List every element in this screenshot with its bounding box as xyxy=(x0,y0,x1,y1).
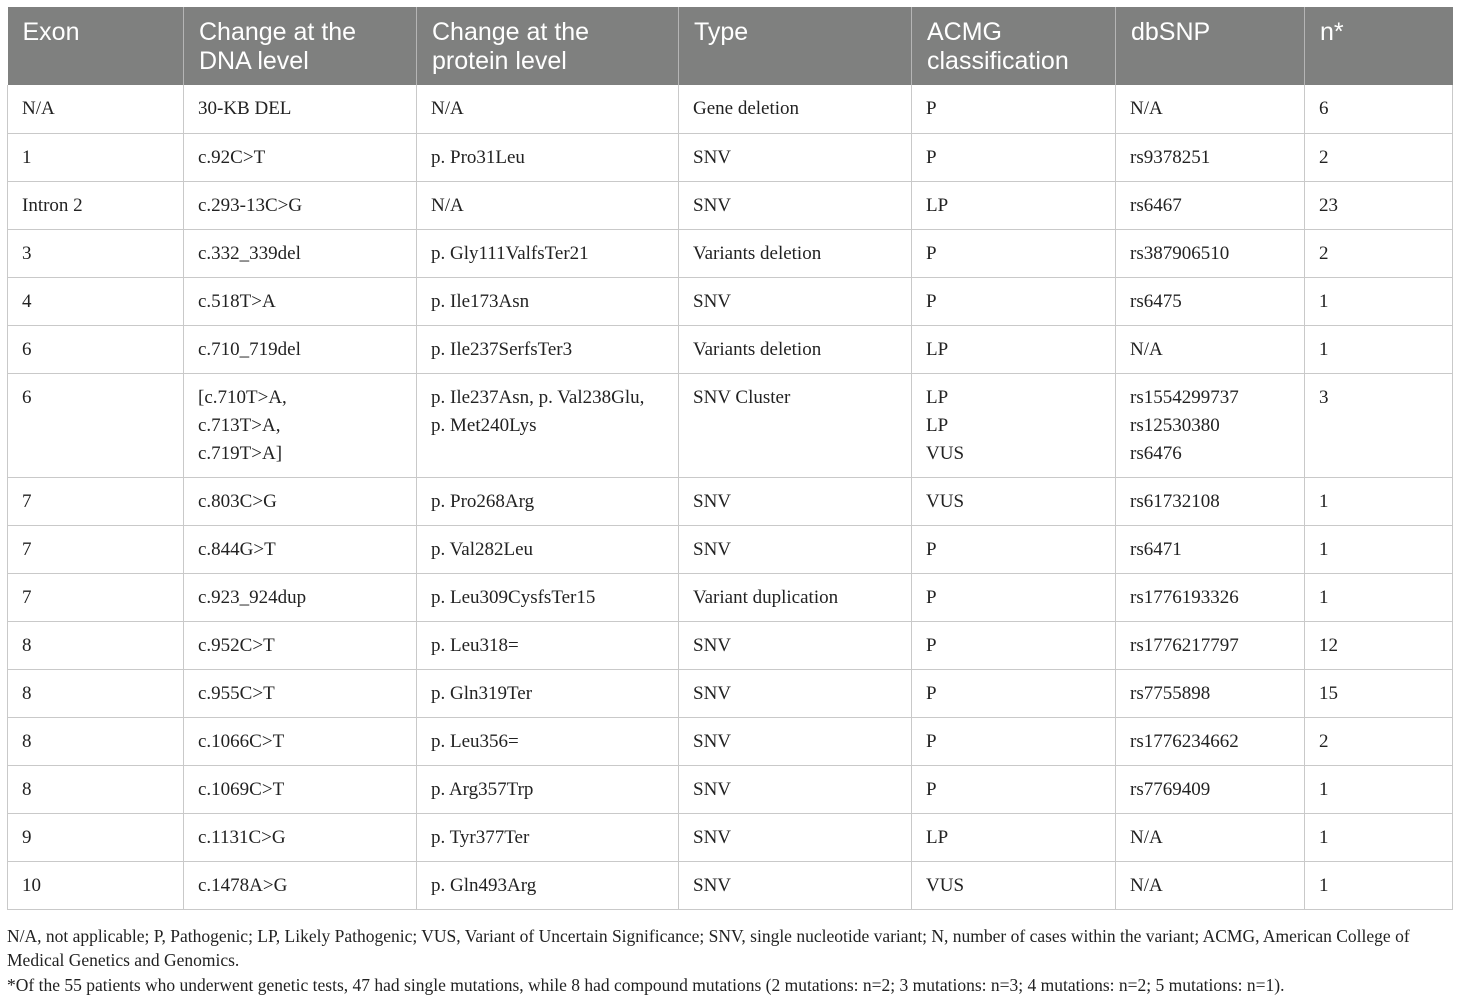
cell-protein-line: p. Met240Lys xyxy=(431,414,537,436)
cell-exon: 7 xyxy=(8,477,184,525)
cell-type: SNV xyxy=(679,765,912,813)
cell-protein: p. Arg357Trp xyxy=(417,765,679,813)
cell-type: SNV xyxy=(679,477,912,525)
cell-acmg: P xyxy=(912,669,1116,717)
cell-dna: c.1131C>G xyxy=(184,813,417,861)
table-row xyxy=(8,229,1453,277)
cell-acmg: P xyxy=(912,229,1116,277)
cell-dna: c.1069C>T xyxy=(184,765,417,813)
header-dna-change xyxy=(184,7,417,85)
cell-exon: 3 xyxy=(8,229,184,277)
cell-exon: 7 xyxy=(8,573,184,621)
cell-protein: p. Leu318= xyxy=(417,621,679,669)
cell-acmg: P xyxy=(912,525,1116,573)
table-row xyxy=(8,573,1453,621)
header-dna-change-line-1: Change at the xyxy=(199,18,357,46)
table-row xyxy=(8,477,1453,525)
cell-n: 3 xyxy=(1305,373,1453,477)
header-acmg-line-2: classification xyxy=(927,47,1069,75)
cell-acmg: LP xyxy=(912,813,1116,861)
header-acmg-line-1: ACMG xyxy=(927,18,1002,46)
abbreviations-footnote: N/A, not applicable; P, Pathogenic; LP, Likely Pathogenic; VUS, Variant of Uncertain Significance; SNV, single nucleotide variant; N, number of cases within the variant; ACMG, American College of Medical Genetics and Genomics. xyxy=(7,926,1410,970)
cell-dna: c.923_924dup xyxy=(184,573,417,621)
cell-acmg: P xyxy=(912,573,1116,621)
table-row xyxy=(8,133,1453,181)
cell-type: Variants deletion xyxy=(679,229,912,277)
cell-type: Variants deletion xyxy=(679,325,912,373)
cell-dbsnp: rs1776193326 xyxy=(1116,573,1305,621)
table-row xyxy=(8,765,1453,813)
header-protein-change-line-1: Change at the xyxy=(432,18,590,46)
cell-type: SNV xyxy=(679,669,912,717)
header-acmg xyxy=(912,7,1116,85)
cell-type: SNV xyxy=(679,525,912,573)
header-dbsnp: dbSNP xyxy=(1116,7,1305,85)
cell-protein: N/A xyxy=(417,181,679,229)
table-row xyxy=(8,277,1453,325)
cell-acmg-line: LP xyxy=(926,414,949,436)
cell-dbsnp: rs1776234662 xyxy=(1116,717,1305,765)
cell-type: SNV xyxy=(679,717,912,765)
cell-dna-line: c.719T>A] xyxy=(198,442,283,464)
cell-acmg-line: VUS xyxy=(926,442,965,464)
table-row xyxy=(8,85,1453,133)
table-row xyxy=(8,373,1453,477)
cell-dbsnp: rs6471 xyxy=(1116,525,1305,573)
table-row xyxy=(8,669,1453,717)
cell-acmg: VUS xyxy=(912,477,1116,525)
table-row xyxy=(8,181,1453,229)
cell-dna: 30-KB DEL xyxy=(184,85,417,133)
cell-exon: 1 xyxy=(8,133,184,181)
cell-n: 1 xyxy=(1305,477,1453,525)
cell-n: 1 xyxy=(1305,525,1453,573)
table-row xyxy=(8,813,1453,861)
cell-dna xyxy=(184,373,417,477)
cell-dbsnp: rs1776217797 xyxy=(1116,621,1305,669)
cell-n: 1 xyxy=(1305,325,1453,373)
header-type: Type xyxy=(679,7,912,85)
cell-protein: p. Gln319Ter xyxy=(417,669,679,717)
cell-n: 1 xyxy=(1305,277,1453,325)
cell-protein: p. Gly111ValfsTer21 xyxy=(417,229,679,277)
header-protein-change xyxy=(417,7,679,85)
cell-dbsnp: rs7769409 xyxy=(1116,765,1305,813)
cell-dbsnp: N/A xyxy=(1116,813,1305,861)
cell-type: SNV xyxy=(679,813,912,861)
header-n: n* xyxy=(1305,7,1453,85)
cell-acmg: P xyxy=(912,717,1116,765)
cell-acmg: P xyxy=(912,85,1116,133)
cell-n: 1 xyxy=(1305,573,1453,621)
cell-dbsnp: N/A xyxy=(1116,85,1305,133)
cell-dbsnp: rs9378251 xyxy=(1116,133,1305,181)
cell-dna-line: [c.710T>A, xyxy=(198,386,287,408)
cell-acmg: P xyxy=(912,765,1116,813)
cell-dna: c.844G>T xyxy=(184,525,417,573)
cell-protein xyxy=(417,373,679,477)
cell-protein: p. Pro31Leu xyxy=(417,133,679,181)
cell-acmg: LP xyxy=(912,325,1116,373)
cell-dna: c.332_339del xyxy=(184,229,417,277)
cell-acmg: P xyxy=(912,621,1116,669)
cell-type: SNV xyxy=(679,277,912,325)
cell-exon: N/A xyxy=(8,85,184,133)
header-row xyxy=(8,7,1453,85)
header-dna-change-line-2: DNA level xyxy=(199,47,309,75)
variants-table xyxy=(7,7,1453,910)
cell-protein: p. Leu356= xyxy=(417,717,679,765)
header-protein-change-line-2: protein level xyxy=(432,47,567,75)
cell-dna: c.1478A>G xyxy=(184,861,417,909)
header-exon: Exon xyxy=(8,7,184,85)
cell-dbsnp-line: rs6476 xyxy=(1130,442,1182,464)
table-row xyxy=(8,525,1453,573)
cell-n: 2 xyxy=(1305,133,1453,181)
cell-protein: p. Ile173Asn xyxy=(417,277,679,325)
cell-type: Variant duplication xyxy=(679,573,912,621)
cell-dbsnp-line: rs12530380 xyxy=(1130,414,1220,436)
table-row xyxy=(8,717,1453,765)
cell-exon: 9 xyxy=(8,813,184,861)
cell-protein-line: p. Ile237Asn, p. Val238Glu, xyxy=(431,386,645,408)
cell-dna: c.518T>A xyxy=(184,277,417,325)
cell-type: SNV Cluster xyxy=(679,373,912,477)
cell-acmg: LP xyxy=(912,181,1116,229)
cell-dbsnp: rs7755898 xyxy=(1116,669,1305,717)
cell-n: 23 xyxy=(1305,181,1453,229)
cell-dna: c.952C>T xyxy=(184,621,417,669)
cell-exon: 8 xyxy=(8,765,184,813)
cell-dna: c.803C>G xyxy=(184,477,417,525)
cell-dna: c.293-13C>G xyxy=(184,181,417,229)
cell-n: 1 xyxy=(1305,765,1453,813)
asterisk-footnote: *Of the 55 patients who underwent genetic tests, 47 had single mutations, while 8 had compound mutations (2 mutations: n=2; 3 mutations: n=3; 4 mutations: n=2; 5 mutations: n=1). xyxy=(7,975,1285,995)
cell-dbsnp-line: rs1554299737 xyxy=(1130,386,1239,408)
cell-exon: Intron 2 xyxy=(8,181,184,229)
cell-dbsnp: N/A xyxy=(1116,861,1305,909)
cell-protein: p. Gln493Arg xyxy=(417,861,679,909)
cell-n: 1 xyxy=(1305,813,1453,861)
cell-dbsnp: rs6475 xyxy=(1116,277,1305,325)
cell-protein: p. Tyr377Ter xyxy=(417,813,679,861)
cell-exon: 8 xyxy=(8,717,184,765)
cell-acmg xyxy=(912,373,1116,477)
cell-n: 15 xyxy=(1305,669,1453,717)
cell-exon: 7 xyxy=(8,525,184,573)
cell-acmg: P xyxy=(912,277,1116,325)
cell-dna: c.710_719del xyxy=(184,325,417,373)
cell-protein: p. Ile237SerfsTer3 xyxy=(417,325,679,373)
cell-exon: 6 xyxy=(8,373,184,477)
cell-protein: p. Leu309CysfsTer15 xyxy=(417,573,679,621)
cell-dbsnp xyxy=(1116,373,1305,477)
cell-dna-line: c.713T>A, xyxy=(198,414,281,436)
cell-dbsnp: rs387906510 xyxy=(1116,229,1305,277)
cell-dna: c.955C>T xyxy=(184,669,417,717)
cell-n: 2 xyxy=(1305,229,1453,277)
cell-n: 1 xyxy=(1305,861,1453,909)
cell-exon: 6 xyxy=(8,325,184,373)
cell-n: 2 xyxy=(1305,717,1453,765)
table-row xyxy=(8,861,1453,909)
cell-dbsnp: N/A xyxy=(1116,325,1305,373)
cell-acmg: VUS xyxy=(912,861,1116,909)
cell-dna: c.92C>T xyxy=(184,133,417,181)
table-body xyxy=(8,85,1453,909)
table-row xyxy=(8,621,1453,669)
cell-protein: p. Pro268Arg xyxy=(417,477,679,525)
cell-exon: 10 xyxy=(8,861,184,909)
cell-exon: 8 xyxy=(8,669,184,717)
cell-type: SNV xyxy=(679,133,912,181)
cell-type: SNV xyxy=(679,861,912,909)
table-row xyxy=(8,325,1453,373)
cell-acmg-line: LP xyxy=(926,386,949,408)
cell-protein: p. Val282Leu xyxy=(417,525,679,573)
cell-exon: 4 xyxy=(8,277,184,325)
cell-dna: c.1066C>T xyxy=(184,717,417,765)
cell-dbsnp: rs61732108 xyxy=(1116,477,1305,525)
cell-n: 12 xyxy=(1305,621,1453,669)
cell-n: 6 xyxy=(1305,85,1453,133)
table-footnotes xyxy=(7,924,1455,997)
cell-exon: 8 xyxy=(8,621,184,669)
cell-type: SNV xyxy=(679,621,912,669)
table-header xyxy=(8,7,1453,85)
cell-dbsnp: rs6467 xyxy=(1116,181,1305,229)
cell-protein: N/A xyxy=(417,85,679,133)
cell-type: SNV xyxy=(679,181,912,229)
cell-type: Gene deletion xyxy=(679,85,912,133)
cell-acmg: P xyxy=(912,133,1116,181)
